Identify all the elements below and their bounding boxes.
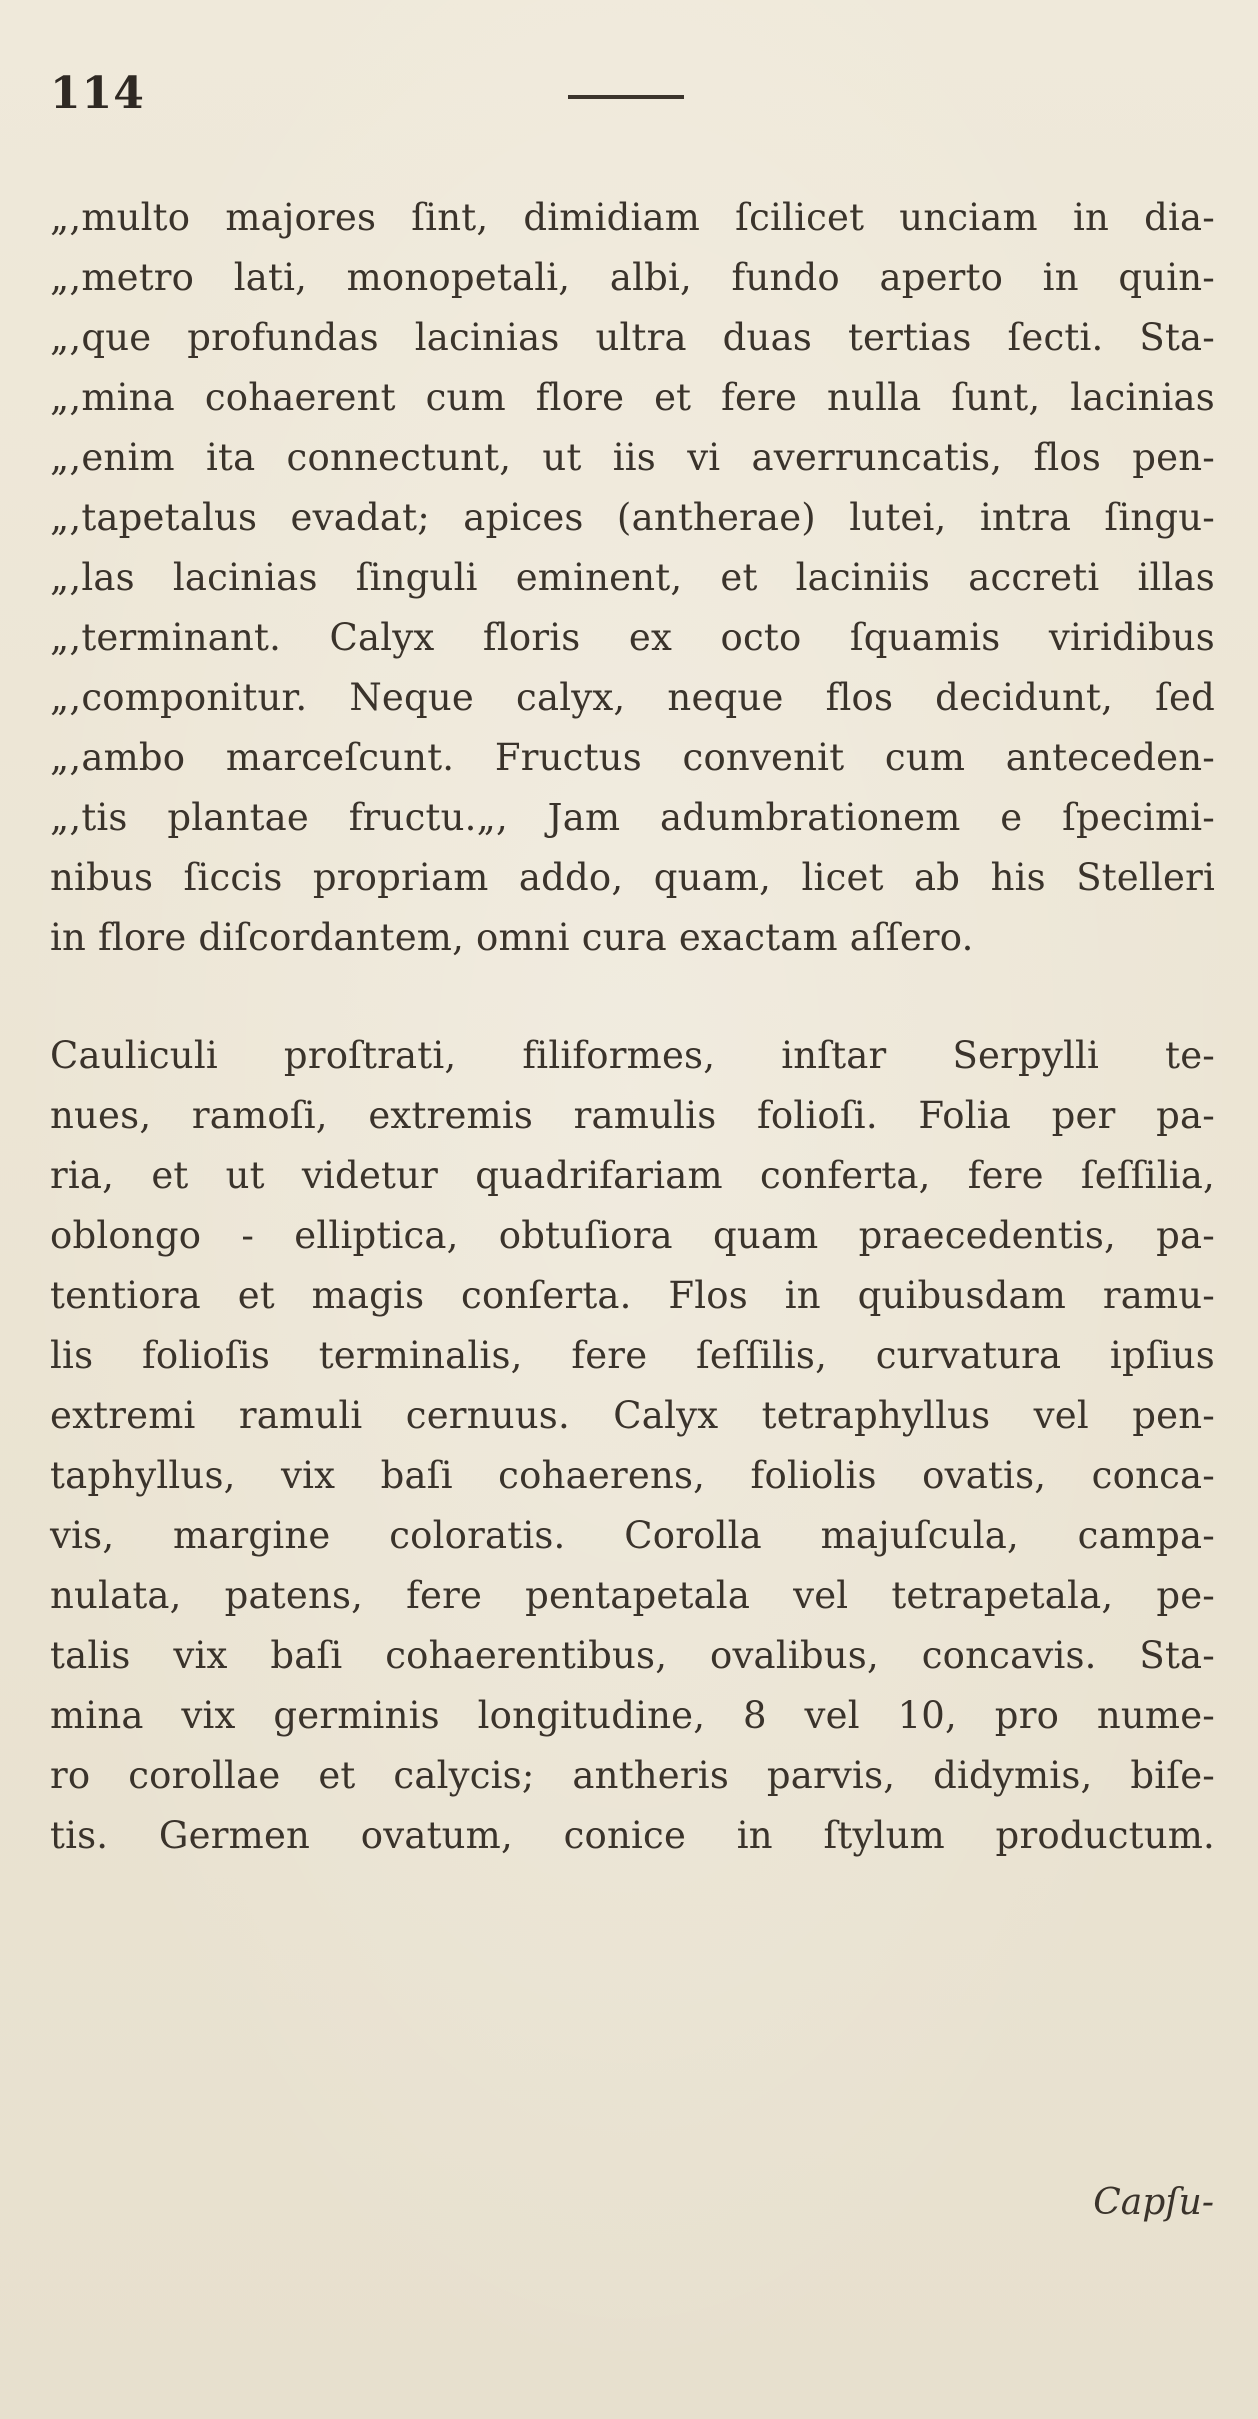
text-line: „,tapetalus evadat; apices (antherae) lutei, intra ſingu-	[50, 496, 1215, 539]
body-text	[50, 188, 1215, 1866]
text-line: Cauliculi proſtrati, filiformes, inſtar Serpylli te-	[50, 1034, 1215, 1077]
text-line: nues, ramoſi, extremis ramulis folioſi. Folia per pa-	[50, 1094, 1215, 1137]
text-line: „,mina cohaerent cum flore et fere nulla ſunt, lacinias	[50, 376, 1215, 419]
paragraph-quoted-description	[50, 188, 1215, 968]
text-line: „,componitur. Neque calyx, neque flos decidunt, ſed	[50, 676, 1215, 719]
catchword: Capſu-	[1093, 2182, 1214, 2223]
page-number: 114	[50, 68, 145, 119]
text-line: mina vix germinis longitudine, 8 vel 10, pro nume-	[50, 1694, 1215, 1737]
paragraph-plant-description	[50, 1026, 1215, 1866]
text-line: „,tis plantae fructu.„, Jam adumbrationem e ſpecimi-	[50, 796, 1215, 839]
text-line: extremi ramuli cernuus. Calyx tetraphyllus vel pen-	[50, 1394, 1215, 1437]
text-line: „,ambo marceſcunt. Fructus convenit cum anteceden-	[50, 736, 1215, 779]
text-line: ro corollae et calycis; antheris parvis, didymis, biſe-	[50, 1754, 1215, 1797]
text-line: tis. Germen ovatum, conice in ſtylum productum.	[50, 1814, 1215, 1857]
text-line: tentiora et magis conſerta. Flos in quibusdam ramu-	[50, 1274, 1215, 1317]
text-line: ria, et ut videtur quadrifariam conferta, fere ſeſſilia,	[50, 1154, 1215, 1197]
header-rule	[568, 95, 684, 99]
text-line: „,las lacinias ſinguli eminent, et laciniis accreti illas	[50, 556, 1215, 599]
text-line: nulata, patens, fere pentapetala vel tetrapetala, pe-	[50, 1574, 1215, 1617]
text-line: „,que profundas lacinias ultra duas tertias ſecti. Sta-	[50, 316, 1215, 359]
text-line: „,metro lati, monopetali, albi, fundo aperto in quin-	[50, 256, 1215, 299]
text-line: talis vix baſi cohaerentibus, ovalibus, concavis. Sta-	[50, 1634, 1215, 1677]
text-line: taphyllus, vix baſi cohaerens, foliolis ovatis, conca-	[50, 1454, 1215, 1497]
text-line: „,multo majores ſint, dimidiam ſcilicet unciam in dia-	[50, 196, 1215, 239]
text-line: „,enim ita connectunt, ut iis vi averruncatis, flos pen-	[50, 436, 1215, 479]
text-line: lis folioſis terminalis, fere ſeſſilis, curvatura ipſius	[50, 1334, 1215, 1377]
text-line: oblongo - elliptica, obtuſiora quam praecedentis, pa-	[50, 1214, 1215, 1257]
paragraph-gap	[50, 968, 1215, 1026]
text-line: nibus ſiccis propriam addo, quam, licet ab his Stelleri	[50, 856, 1215, 899]
text-line: „,terminant. Calyx floris ex octo ſquamis viridibus	[50, 616, 1215, 659]
text-line: in flore diſcordantem, omni cura exactam aſſero.	[50, 916, 974, 959]
text-line: vis, margine coloratis. Corolla majuſcula, campa-	[50, 1514, 1215, 1557]
